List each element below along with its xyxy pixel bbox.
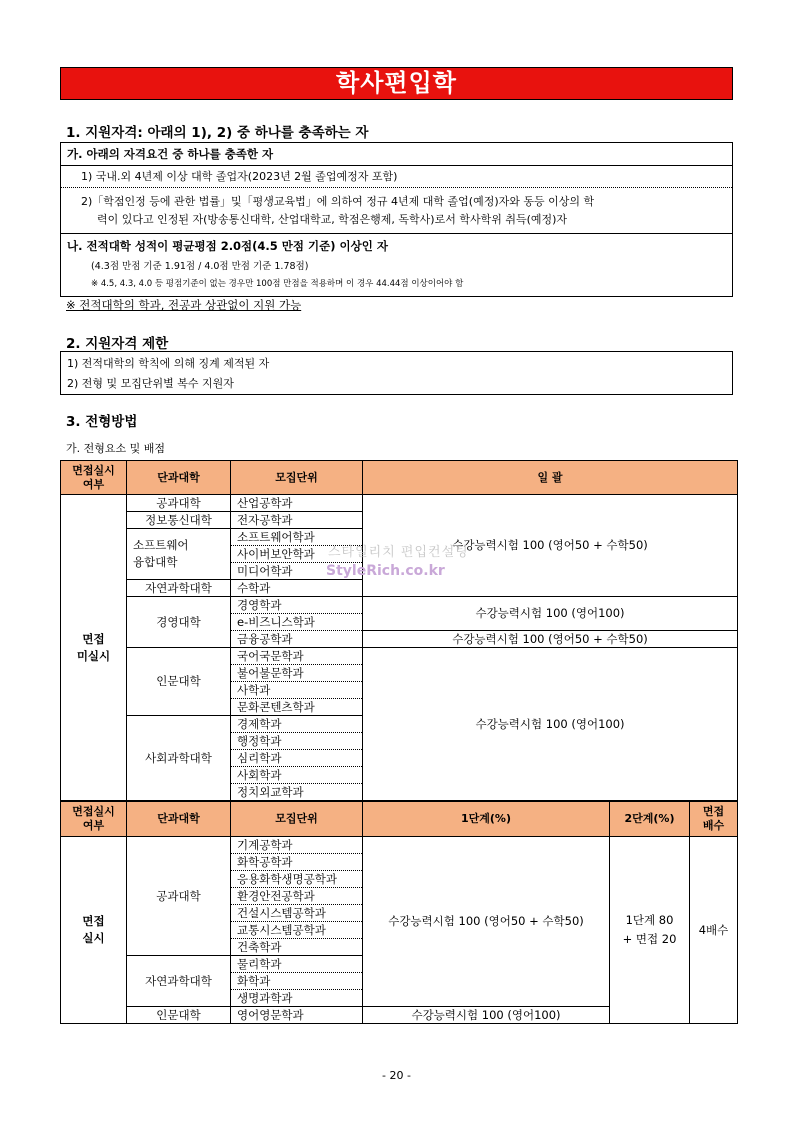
unit-cell: 심리학과 [231, 750, 363, 767]
page-title-banner: 학사편입학 [60, 67, 733, 100]
criteria-cell: 수강능력시험 100 (영어100) [363, 597, 738, 631]
eligibility-box [60, 142, 733, 297]
college-cell: 경영대학 [127, 597, 231, 648]
unit-cell: 미디어학과 [231, 563, 363, 580]
section2-heading: 2. 지원자격 제한 [66, 336, 169, 352]
unit-cell: 기계공학과 [231, 837, 363, 854]
unit-cell: 환경안전공학과 [231, 888, 363, 905]
college-cell: 자연과학대학 [127, 956, 231, 1007]
header-interview: 면접실시 여부 [61, 802, 127, 837]
college-cell: 인문대학 [127, 648, 231, 716]
unit-cell: 국어국문학과 [231, 648, 363, 665]
unit-cell: 수학과 [231, 580, 363, 597]
multiple-cell: 4배수 [690, 837, 738, 1024]
page-number: - 20 - [382, 1069, 411, 1082]
stage1-cell: 수강능력시험 100 (영어50 + 수학50) [363, 837, 610, 1007]
unit-cell: e-비즈니스학과 [231, 614, 363, 631]
section3-heading: 3. 전형방법 [66, 414, 138, 430]
unit-cell: 건축학과 [231, 939, 363, 956]
header-college: 단과대학 [127, 461, 231, 495]
unit-cell: 경제학과 [231, 716, 363, 733]
restriction-box [60, 351, 733, 395]
college-cell: 자연과학대학 [127, 580, 231, 597]
section3-subheading: 가. 전형요소 및 배점 [66, 442, 165, 455]
header-stage2: 2단계(%) [610, 802, 690, 837]
criteria-cell: 수강능력시험 100 (영어50 + 수학50) [363, 631, 738, 648]
stage1-cell: 수강능력시험 100 (영어100) [363, 1007, 610, 1024]
criteria-na-sub1: (4.3점 만점 기준 1.91점 / 4.0점 만점 기준 1.78점) [91, 261, 309, 272]
table-no-interview [60, 460, 738, 801]
unit-cell: 교통시스템공학과 [231, 922, 363, 939]
unit-cell: 사이버보안학과 [231, 546, 363, 563]
header-stage1: 1단계(%) [363, 802, 610, 837]
section1-heading: 1. 지원자격: 아래의 1), 2) 중 하나를 충족하는 자 [66, 125, 369, 141]
criteria-item-2 [61, 188, 732, 234]
college-cell: 인문대학 [127, 1007, 231, 1024]
criteria-item-2-line2: 력이 있다고 인정된 자(방송통신대학, 산업대학교, 학점은행제, 독학사)로서 학사학위 취득(예정)자 [97, 213, 568, 226]
unit-cell: 생명과학과 [231, 990, 363, 1007]
unit-cell: 전자공학과 [231, 512, 363, 529]
college-cell: 공과대학 [127, 495, 231, 512]
header-stage: 일 괄 [363, 461, 738, 495]
unit-cell: 소프트웨어학과 [231, 529, 363, 546]
header-unit: 모집단위 [231, 802, 363, 837]
criteria-item-2-line1: 2)「학점인정 등에 관한 법률」및「평생교육법」에 의하여 정규 4년제 대학 졸업(예정)자와 동등 이상의 학 [81, 195, 595, 208]
unit-cell: 화학공학과 [231, 854, 363, 871]
college-cell: 소프트웨어 융합대학 [127, 529, 231, 580]
restriction-item-2: 2) 전형 및 모집단위별 복수 지원자 [67, 377, 234, 390]
unit-cell: 행정학과 [231, 733, 363, 750]
header-multiple: 면접 배수 [690, 802, 738, 837]
criteria-item-1: 1) 국내.외 4년제 이상 대학 졸업자(2023년 2월 졸업예정자 포함) [61, 166, 732, 188]
unit-cell: 사회학과 [231, 767, 363, 784]
unit-cell: 정치외교학과 [231, 784, 363, 801]
unit-cell: 문화콘텐츠학과 [231, 699, 363, 716]
criteria-cell: 수강능력시험 100 (영어100) [363, 648, 738, 801]
watermark-url: StyleRich.co.kr [326, 563, 445, 579]
college-cell: 정보통신대학 [127, 512, 231, 529]
restriction-item-1: 1) 전적대학의 학칙에 의해 징계 제적된 자 [67, 357, 270, 370]
unit-cell: 경영학과 [231, 597, 363, 614]
unit-cell: 응용화학생명공학과 [231, 871, 363, 888]
college-cell: 사회과학대학 [127, 716, 231, 801]
header-college: 단과대학 [127, 802, 231, 837]
unit-cell: 사학과 [231, 682, 363, 699]
header-interview: 면접실시 여부 [61, 461, 127, 495]
criteria-na: 나. 전적대학 성적이 평균평점 2.0점(4.5 만점 기준) 이상인 자 [67, 239, 388, 253]
unit-cell: 영어영문학과 [231, 1007, 363, 1024]
criteria-ga: 가. 아래의 자격요건 중 하나를 충족한 자 [61, 143, 732, 166]
unit-cell: 건설시스템공학과 [231, 905, 363, 922]
stage2-cell: 1단계 80 + 면접 20 [610, 837, 690, 1024]
criteria-na-sub2: ※ 4.5, 4.3, 4.0 등 평점기준이 없는 경우만 100점 만점을 적용하며 이 경우 44.44점 이상이어야 함 [91, 279, 464, 289]
unit-cell: 산업공학과 [231, 495, 363, 512]
unit-cell: 불어불문학과 [231, 665, 363, 682]
unit-cell: 금융공학과 [231, 631, 363, 648]
group-no-interview: 면접 미실시 [61, 495, 127, 801]
group-interview: 면접 실시 [61, 837, 127, 1024]
unit-cell: 화학과 [231, 973, 363, 990]
watermark-text: 스타일리치 편입컨설팅 [328, 545, 469, 560]
header-unit: 모집단위 [231, 461, 363, 495]
criteria-cell: 수강능력시험 100 (영어50 + 수학50) [363, 495, 738, 597]
college-cell: 공과대학 [127, 837, 231, 956]
eligibility-note: ※ 전적대학의 학과, 전공과 상관없이 지원 가능 [66, 298, 302, 312]
unit-cell: 물리학과 [231, 956, 363, 973]
table-interview [60, 801, 738, 1024]
